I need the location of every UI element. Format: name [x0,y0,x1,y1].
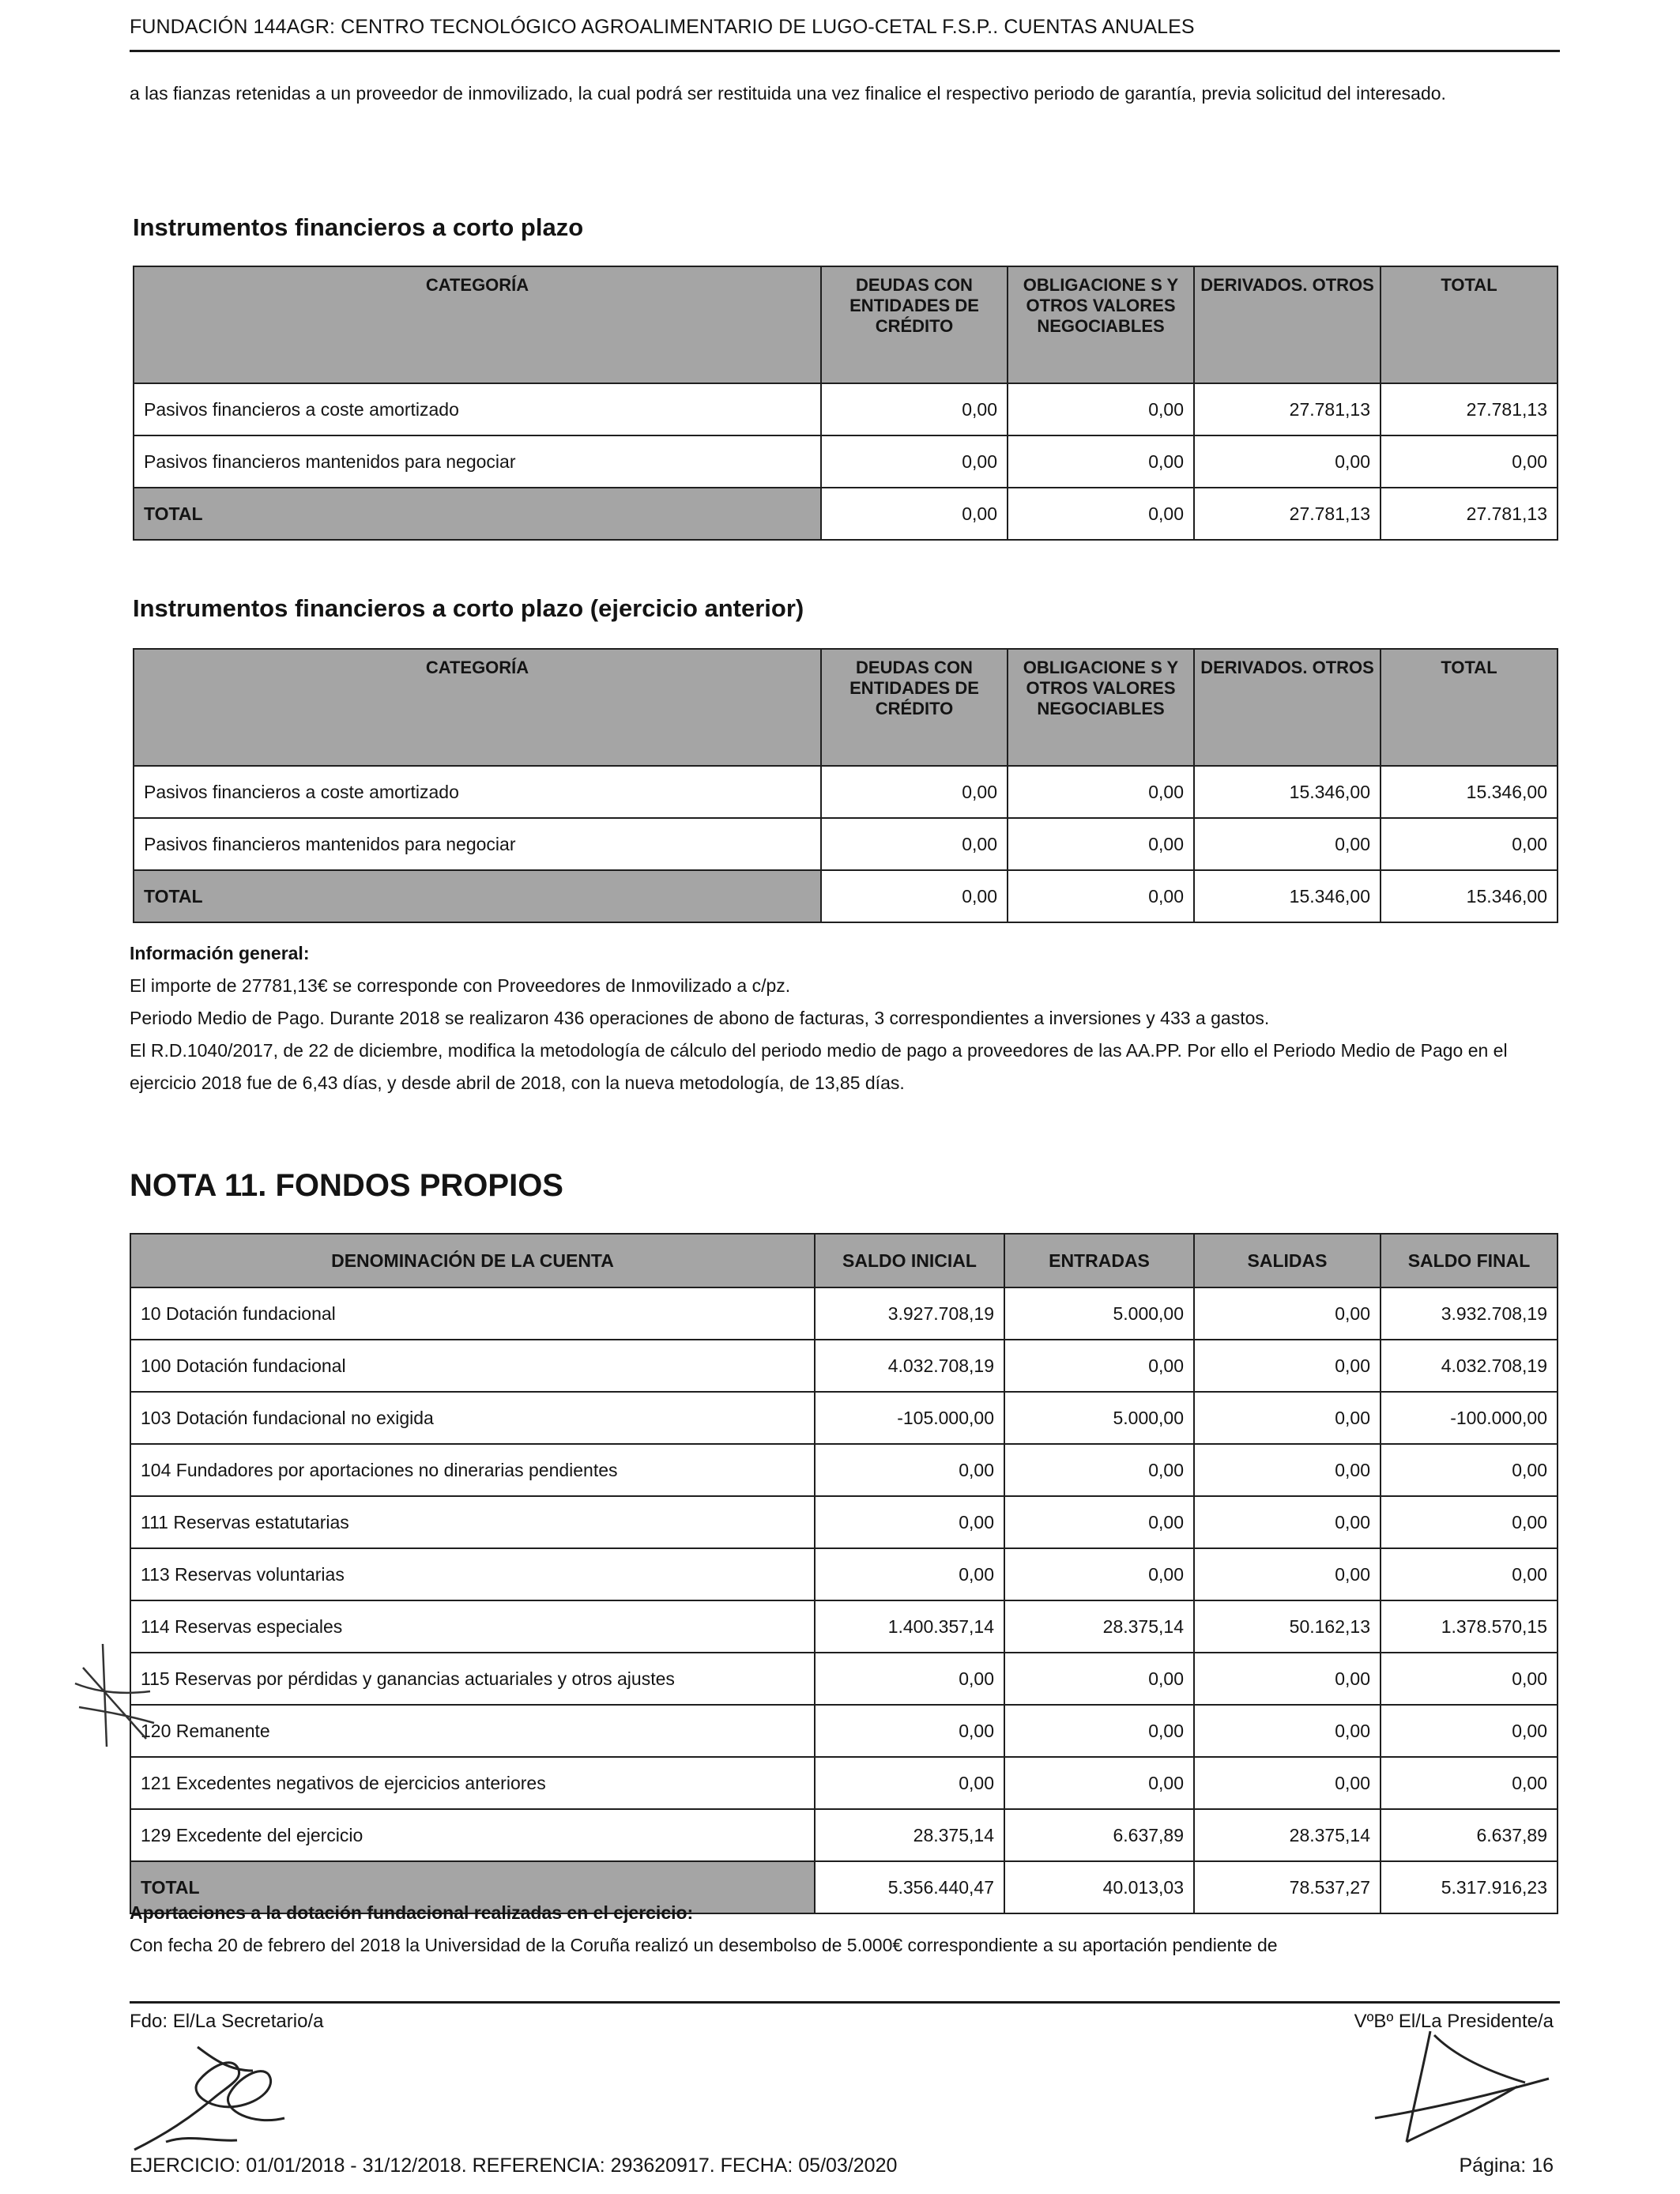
cell-value: 0,00 [1008,435,1194,488]
cell-value: 15.346,00 [1194,870,1381,922]
cell-value: 3.927.708,19 [815,1287,1004,1340]
account-name: 10 Dotación fundacional [130,1287,815,1340]
row-category: Pasivos financieros mantenidos para negociar [134,435,821,488]
col-header: DERIVADOS. OTROS [1194,266,1381,383]
cell-value: 4.032.708,19 [1381,1340,1558,1392]
row-category: Pasivos financieros a coste amortizado [134,766,821,818]
cell-value: 1.400.357,14 [815,1600,1004,1653]
cell-value: 28.375,14 [1004,1600,1194,1653]
table-row [134,435,1558,488]
general-info-line: El R.D.1040/2017, de 22 de diciembre, modifica la metodología de cálculo del periodo medio de pago a proveedores de las AA.PP. Por ello el Periodo Medio de Pago en el ejercicio 2018 fue de 6,43 días, y desde abril de 2018, con la nueva metodología, de 13,85 días. [130,1040,1508,1093]
row-category: TOTAL [134,488,821,540]
account-name: 121 Excedentes negativos de ejercicios anteriores [130,1757,815,1809]
cell-value: 0,00 [1194,1340,1381,1392]
cell-value: 0,00 [1194,1705,1381,1757]
margin-mark-icon [71,1636,158,1755]
cell-value: 78.537,27 [1194,1861,1381,1913]
table-row [134,818,1558,870]
cell-value: 0,00 [1008,383,1194,435]
col-header: DEUDAS CON ENTIDADES DE CRÉDITO [821,266,1008,383]
total-row [134,870,1558,922]
cell-value: 6.637,89 [1381,1809,1558,1861]
cell-value: 0,00 [821,435,1008,488]
col-header: SALDO INICIAL [815,1234,1004,1287]
account-name: 129 Excedente del ejercicio [130,1809,815,1861]
cell-value: 0,00 [1194,435,1381,488]
cell-value: 0,00 [1008,766,1194,818]
cell-value: 5.356.440,47 [815,1861,1004,1913]
general-info-label: Información general: [130,943,310,963]
cell-value: 15.346,00 [1381,870,1558,922]
account-name: 103 Dotación fundacional no exigida [130,1392,815,1444]
table-row [130,1757,1558,1809]
cell-value: 0,00 [1381,435,1558,488]
account-name: TOTAL [130,1861,815,1913]
cell-value: 0,00 [821,488,1008,540]
row-category: Pasivos financieros a coste amortizado [134,383,821,435]
table-row [130,1444,1558,1496]
cell-value: 4.032.708,19 [815,1340,1004,1392]
cell-value: 0,00 [1194,818,1381,870]
cell-value: 0,00 [815,1444,1004,1496]
account-name: 111 Reservas estatutarias [130,1496,815,1548]
cell-value: 0,00 [815,1548,1004,1600]
col-header: OBLIGACIONE S Y OTROS VALORES NEGOCIABLES [1008,266,1194,383]
col-header: CATEGORÍA [134,649,821,766]
account-name: 100 Dotación fundacional [130,1340,815,1392]
cell-value: 15.346,00 [1194,766,1381,818]
account-name: 120 Remanente [130,1705,815,1757]
short-term-prev-table [133,648,1558,923]
cell-value: 0,00 [1381,1705,1558,1757]
cell-value: 0,00 [815,1757,1004,1809]
table-row [130,1600,1558,1653]
signature-president-label: VºBº El/La Presidente/a [1354,2011,1554,2032]
cell-value: 5.000,00 [1004,1287,1194,1340]
cell-value: 0,00 [1194,1496,1381,1548]
aportaciones-section [130,1897,1560,1962]
cell-value: 0,00 [1004,1548,1194,1600]
cell-value: 0,00 [1381,1496,1558,1548]
cell-value: 6.637,89 [1004,1809,1194,1861]
table-row [130,1392,1558,1444]
cell-value: 0,00 [815,1705,1004,1757]
col-header: SALDO FINAL [1381,1234,1558,1287]
row-category: TOTAL [134,870,821,922]
secretary-signature-icon [119,2023,324,2158]
account-name: 113 Reservas voluntarias [130,1548,815,1600]
cell-value: 27.781,13 [1194,383,1381,435]
table-row [134,383,1558,435]
page-header: FUNDACIÓN 144AGR: CENTRO TECNOLÓGICO AGROALIMENTARIO DE LUGO-CETAL F.S.P.. CUENTAS ANUALES [130,16,1560,52]
cell-value: 0,00 [1008,870,1194,922]
table-row [130,1340,1558,1392]
cell-value: -100.000,00 [1381,1392,1558,1444]
general-info [130,937,1560,1099]
cell-value: 28.375,14 [1194,1809,1381,1861]
account-name: 104 Fundadores por aportaciones no dinerarias pendientes [130,1444,815,1496]
table-row [130,1287,1558,1340]
cell-value: 0,00 [1004,1757,1194,1809]
cell-value: 27.781,13 [1381,488,1558,540]
short-term-prev-title: Instrumentos financieros a corto plazo (ejercicio anterior) [133,594,804,622]
cell-value: 5.000,00 [1004,1392,1194,1444]
cell-value: 5.317.916,23 [1381,1861,1558,1913]
account-name: 114 Reservas especiales [130,1600,815,1653]
short-term-table [133,266,1558,541]
col-header: TOTAL [1381,266,1558,383]
cell-value: 0,00 [1004,1496,1194,1548]
cell-value: 0,00 [1004,1340,1194,1392]
cell-value: 28.375,14 [815,1809,1004,1861]
cell-value: 3.932.708,19 [1381,1287,1558,1340]
table-row [130,1548,1558,1600]
cell-value: 40.013,03 [1004,1861,1194,1913]
cell-value: 0,00 [821,870,1008,922]
aportaciones-label: Aportaciones a la dotación fundacional realizadas en el ejercicio: [130,1902,694,1923]
general-info-line: El importe de 27781,13€ se corresponde con Proveedores de Inmovilizado a c/pz. [130,975,791,996]
row-category: Pasivos financieros mantenidos para negociar [134,818,821,870]
nota11-title: NOTA 11. FONDOS PROPIOS [130,1168,563,1203]
table-row [130,1705,1558,1757]
cell-value: 0,00 [821,766,1008,818]
cell-value: 27.781,13 [1381,383,1558,435]
cell-value: -105.000,00 [815,1392,1004,1444]
col-header: TOTAL [1381,649,1558,766]
cell-value: 0,00 [1381,1444,1558,1496]
cell-value: 0,00 [1194,1757,1381,1809]
fondos-propios-table [130,1233,1558,1914]
cell-value: 0,00 [1194,1653,1381,1705]
cell-value: 0,00 [1004,1705,1194,1757]
cell-value: 0,00 [1381,1548,1558,1600]
table-row [134,766,1558,818]
general-info-line: Periodo Medio de Pago. Durante 2018 se realizaron 436 operaciones de abono de facturas, 3 correspondientes a inversiones y 433 a gastos. [130,1008,1270,1028]
cell-value: 0,00 [815,1496,1004,1548]
cell-value: 0,00 [1194,1392,1381,1444]
col-header: DENOMINACIÓN DE LA CUENTA [130,1234,815,1287]
col-header: ENTRADAS [1004,1234,1194,1287]
cell-value: 1.378.570,15 [1381,1600,1558,1653]
cell-value: 0,00 [815,1653,1004,1705]
total-row [134,488,1558,540]
short-term-title: Instrumentos financieros a corto plazo [133,213,584,241]
cell-value: 0,00 [1194,1548,1381,1600]
cell-value: 0,00 [1194,1444,1381,1496]
president-signature-icon [1359,2023,1565,2150]
footer-exercise: EJERCICIO: 01/01/2018 - 31/12/2018. REFERENCIA: 293620917. FECHA: 05/03/2020 [130,2154,898,2177]
col-header: CATEGORÍA [134,266,821,383]
cell-value: 0,00 [1008,488,1194,540]
intro-paragraph: a las fianzas retenidas a un proveedor de inmovilizado, la cual podrá ser restituida una vez finalice el respectivo periodo de garantía, previa solicitud del interesado. [130,83,1446,104]
col-header: DEUDAS CON ENTIDADES DE CRÉDITO [821,649,1008,766]
col-header: DERIVADOS. OTROS [1194,649,1381,766]
cell-value: 0,00 [1008,818,1194,870]
cell-value: 0,00 [1381,1757,1558,1809]
cell-value: 27.781,13 [1194,488,1381,540]
cell-value: 50.162,13 [1194,1600,1381,1653]
cell-value: 0,00 [1381,818,1558,870]
account-name: 115 Reservas por pérdidas y ganancias actuariales y otros ajustes [130,1653,815,1705]
cell-value: 0,00 [1194,1287,1381,1340]
cell-value: 15.346,00 [1381,766,1558,818]
cell-value: 0,00 [1004,1653,1194,1705]
table-row [130,1809,1558,1861]
footer-page-number: Página: 16 [1459,2154,1554,2177]
signature-divider [130,2001,1560,2004]
cell-value: 0,00 [821,383,1008,435]
col-header: SALIDAS [1194,1234,1381,1287]
table-row [130,1496,1558,1548]
aportaciones-text: Con fecha 20 de febrero del 2018 la Universidad de la Coruña realizó un desembolso de 5.000€ correspondiente a su aportación pendiente de [130,1935,1278,1955]
cell-value: 0,00 [821,818,1008,870]
cell-value: 0,00 [1381,1653,1558,1705]
col-header: OBLIGACIONE S Y OTROS VALORES NEGOCIABLES [1008,649,1194,766]
cell-value: 0,00 [1004,1444,1194,1496]
table-row [130,1653,1558,1705]
signature-secretary-label: Fdo: El/La Secretario/a [130,2011,324,2032]
